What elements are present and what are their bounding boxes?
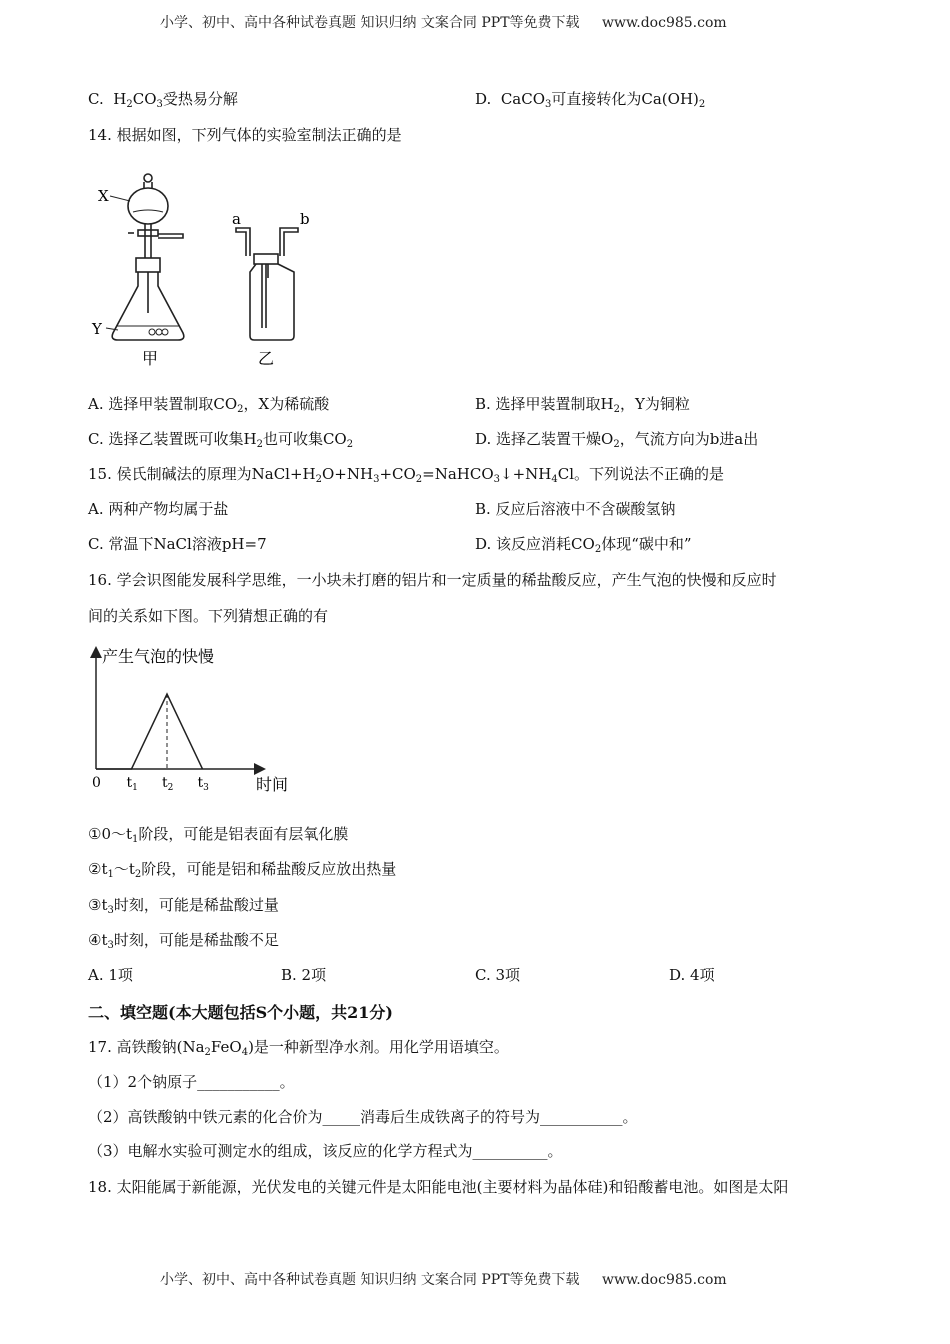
label-y: Y	[92, 320, 102, 338]
q14-option-c[interactable]: C. 选择乙装置既可收集$H_2$也可收集$CO_2$	[88, 430, 354, 450]
q16-statement-3: $③t_3$时刻，可能是稀盐酸过量	[88, 896, 279, 916]
y-axis-label: 产生气泡的快慢	[102, 647, 215, 666]
q17-stem: 17. 高铁酸钠$(Na_2FeO_4)$是一种新型净水剂。用化学用语填空。	[88, 1038, 509, 1058]
origin-label: 0	[92, 775, 101, 791]
q16-statement-4: $④t_3$时刻，可能是稀盐酸不足	[88, 931, 279, 951]
section-title: 二、填空题(本大题包括S个小题，共21分)	[88, 1003, 393, 1022]
q18-stem: 18. 太阳能属于新能源，光伏发电的关键元件是太阳能电池(主要材料为晶体硅)和铅酸蓄电池。如图是太阳	[88, 1178, 789, 1196]
q16-statement-1: $①0\sim t_1$阶段，可能是铝表面有层氧化膜	[88, 825, 349, 845]
q14-option-a[interactable]: A. 选择甲装置制取$CO_2$，X为稀硫酸	[88, 395, 330, 415]
header-site-link[interactable]: www.doc985.com	[601, 15, 727, 31]
q17-part-1: （1）2个钠原子___________。	[88, 1073, 295, 1091]
q14-option-d[interactable]: D. 选择乙装置干燥$O_2$，气流方向为b进a出	[475, 430, 759, 450]
label-jia: 甲	[142, 349, 159, 368]
q17-part-3: （3）电解水实验可测定水的组成，该反应的化学方程式为__________。	[88, 1142, 563, 1160]
q13-option-d[interactable]: D. CaCO$_3$可直接转化为$Ca(OH)_2$	[475, 90, 706, 110]
q15-option-d[interactable]: D. 该反应消耗$CO_2$体现“碳中和”	[475, 535, 692, 555]
q16-option-c[interactable]: C. 3项	[475, 966, 521, 984]
label-b: b	[300, 210, 310, 228]
tick-label-t1: $t_1$	[126, 775, 138, 793]
q16-option-d[interactable]: D. 4项	[669, 966, 715, 984]
label-a: a	[232, 210, 241, 228]
header-text: 小学、初中、高中各种试卷真题 知识归纳 文案合同 PPT等免费下载	[160, 15, 580, 31]
q14-apparatus-figure	[88, 168, 328, 373]
q14-stem: 14. 根据如图，下列气体的实验室制法正确的是	[88, 126, 402, 144]
footer-site-link[interactable]: www.doc985.com	[601, 1272, 727, 1288]
q15-option-a[interactable]: A. 两种产物均属于盐	[88, 500, 229, 518]
q16-statement-2: $②t_1\sim t_2$阶段，可能是铝和稀盐酸反应放出热量	[88, 860, 397, 880]
q13-option-c[interactable]: C. $H_2CO_3$受热易分解	[88, 90, 238, 110]
rate-line	[96, 694, 203, 769]
page-header	[160, 12, 727, 32]
q15-option-c[interactable]: C. 常温下NaCl溶液pH=7	[88, 535, 267, 553]
page-footer	[160, 1269, 727, 1289]
q15-option-b[interactable]: B. 反应后溶液中不含碳酸氢钠	[475, 500, 676, 518]
q14-option-b[interactable]: B. 选择甲装置制取$H_2$，Y为铜粒	[475, 395, 690, 415]
label-x: X	[98, 187, 109, 205]
tick-label-t3: $t_3$	[197, 775, 209, 793]
label-yi: 乙	[258, 349, 275, 368]
footer-text: 小学、初中、高中各种试卷真题 知识归纳 文案合同 PPT等免费下载	[160, 1272, 580, 1288]
tick-label-t2: $t_2$	[162, 775, 174, 793]
q16-rate-chart	[88, 640, 328, 800]
q16-stem-line1: 16. 学会识图能发展科学思维，一小块未打磨的铝片和一定质量的稀盐酸反应，产生气泡的快慢和反应时	[88, 571, 777, 589]
q15-stem: 15. 侯氏制碱法的原理为$NaCl+H_2O+NH_3+CO_2=NaHCO_3↓+NH_4Cl$。下列说法不正确的是	[88, 465, 725, 485]
q16-option-a[interactable]: A. 1项	[88, 966, 133, 984]
q17-part-2: （2）高铁酸钠中铁元素的化合价为_____消毒后生成铁离子的符号为___________。	[88, 1108, 638, 1126]
x-axis-label: 时间	[256, 775, 289, 794]
q16-stem-line2: 间的关系如下图。下列猜想正确的有	[88, 607, 329, 625]
q16-option-b[interactable]: B. 2项	[281, 966, 327, 984]
